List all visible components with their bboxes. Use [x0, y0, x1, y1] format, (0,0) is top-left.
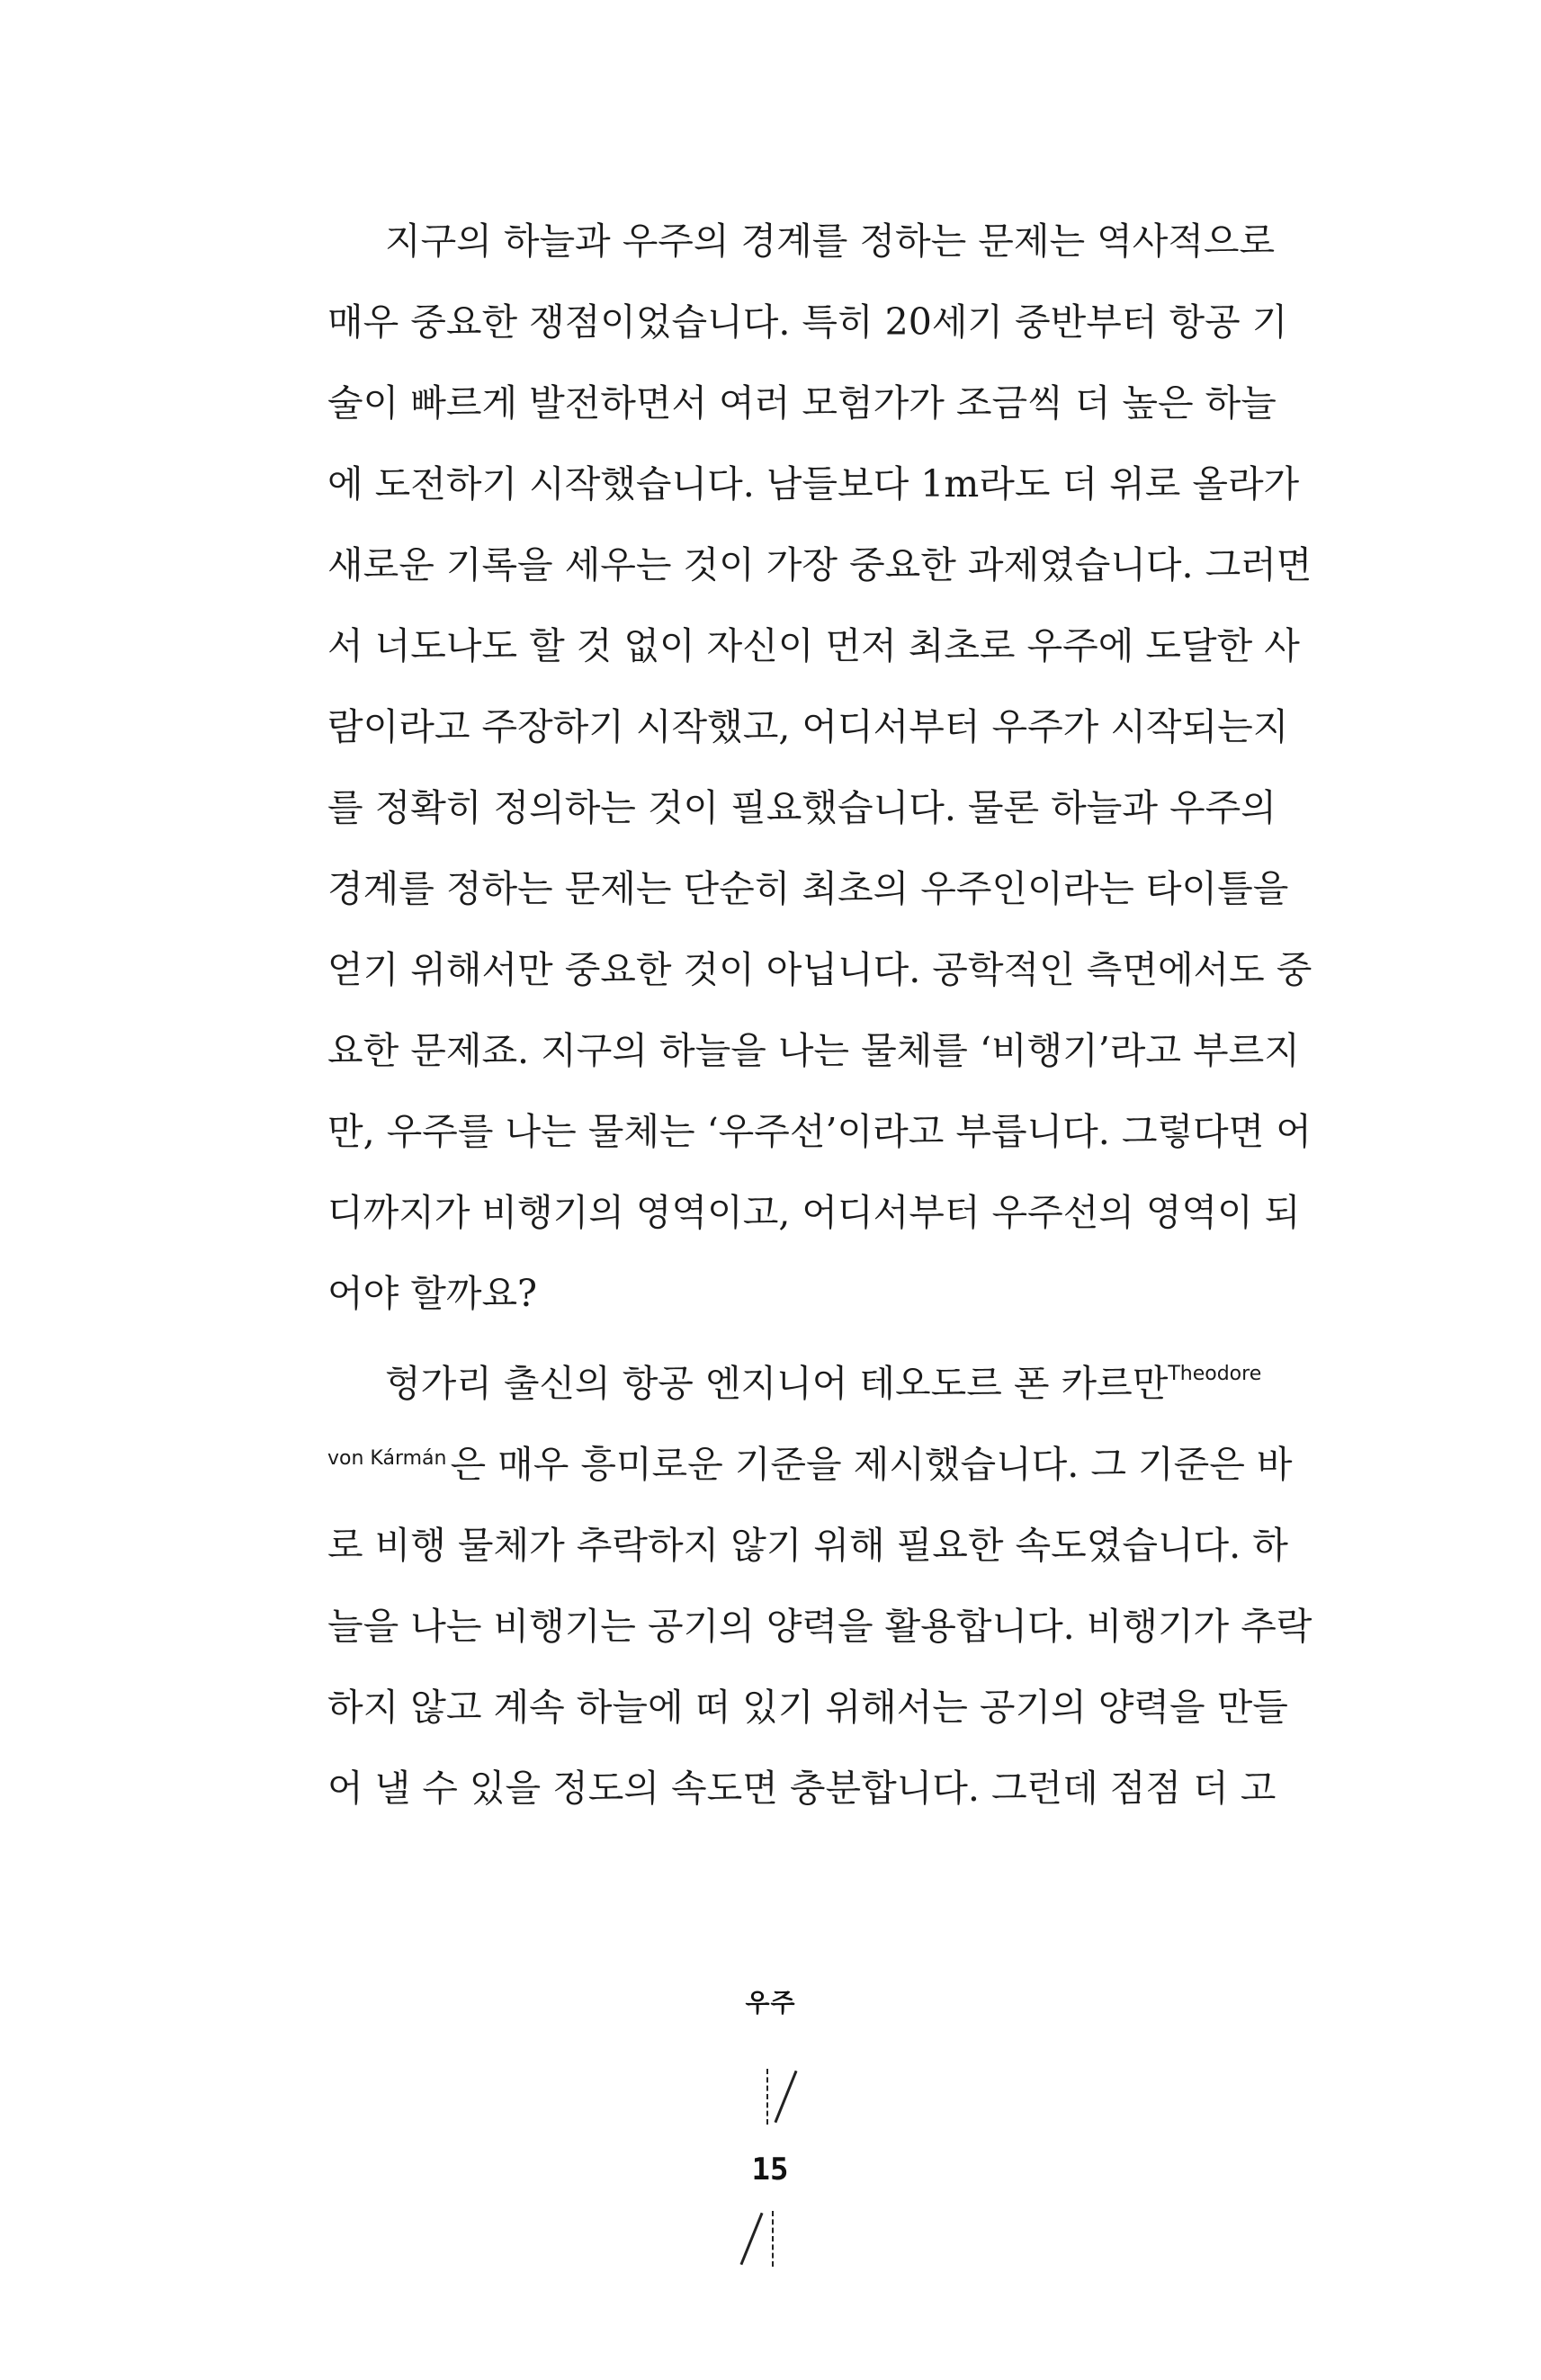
folio-slash-top: [774, 2071, 797, 2124]
text-line: [327, 610, 1317, 682]
line-text: 지구의 하늘과 우주의 경계를 정하는 문제는 역사적으로: [385, 219, 1276, 263]
text-line: [327, 1096, 1317, 1168]
text-line: [327, 1671, 1317, 1743]
text-line: [327, 529, 1317, 601]
line-text: [385, 1347, 1261, 1419]
line-text: 디까지가 비행기의 영역이고, 어디서부터 우주선의 영역이 되: [327, 1191, 1301, 1234]
line-text: 에 도전하기 시작했습니다. 남들보다 1m라도 더 위로 올라가: [327, 462, 1300, 506]
text-line: [327, 1509, 1317, 1581]
line-text: 새로운 기록을 세우는 것이 가장 중요한 과제였습니다. 그러면: [327, 543, 1313, 586]
line-text: 어 낼 수 있을 정도의 속도면 충분합니다. 그런데 점점 더 고: [327, 1767, 1277, 1810]
line-text: 늘을 나는 비행기는 공기의 양력을 활용합니다. 비행기가 추락: [327, 1605, 1313, 1648]
line-text: 하지 않고 계속 하늘에 떠 있기 위해서는 공기의 양력을 만들: [327, 1686, 1288, 1729]
text-line: [327, 286, 1317, 358]
line-text: 얻기 위해서만 중요한 것이 아닙니다. 공학적인 측면에서도 중: [327, 948, 1313, 991]
running-footer-title: 우주: [745, 1988, 796, 2018]
line-text: 술이 빠르게 발전하면서 여러 모험가가 조금씩 더 높은 하늘: [327, 381, 1277, 425]
name-annotation-continued: von Kármán: [327, 1447, 447, 1470]
text-line: [327, 205, 1317, 277]
text-line: [327, 1015, 1317, 1087]
text-line: [327, 1590, 1317, 1662]
line-text: 람이라고 주장하기 시작했고, 어디서부터 우주가 시작되는지: [327, 705, 1289, 748]
text-line: [327, 367, 1317, 439]
line-text: 경계를 정하는 문제는 단순히 최초의 우주인이라는 타이틀을: [327, 867, 1289, 910]
line-text: [327, 1428, 1292, 1500]
text-line: [327, 448, 1317, 520]
text-line: [327, 772, 1317, 844]
line-text: 어야 할까요?: [327, 1272, 538, 1315]
page-folio: [725, 2069, 815, 2267]
text-line: [327, 1257, 1317, 1329]
name-annotation: Theodore: [1168, 1363, 1262, 1385]
text-line: [327, 1347, 1317, 1419]
folio-dashed-line-bottom: [772, 2211, 774, 2267]
folio-dashed-line-top: [766, 2069, 768, 2125]
text-line: [327, 853, 1317, 925]
text-line: [327, 1752, 1317, 1824]
line-text: 로 비행 물체가 추락하지 않기 위해 필요한 속도였습니다. 하: [327, 1524, 1288, 1567]
text-line: [327, 1177, 1317, 1248]
text-line: [327, 1428, 1317, 1500]
line-body: 은 매우 흥미로운 기준을 제시했습니다. 그 기준은 바: [450, 1443, 1293, 1486]
line-text: 를 정확히 정의하는 것이 필요했습니다. 물론 하늘과 우주의: [327, 786, 1277, 829]
line-text: 매우 중요한 쟁점이었습니다. 특히 20세기 중반부터 항공 기: [327, 300, 1288, 344]
folio-slash-bottom: [739, 2213, 763, 2266]
line-text: 서 너도나도 할 것 없이 자신이 먼저 최초로 우주에 도달한 사: [327, 624, 1300, 667]
line-text: 만, 우주를 나는 물체는 ‘우주선’이라고 부릅니다. 그렇다면 어: [327, 1110, 1312, 1153]
paragraph-start: 헝가리 출신의 항공 엔지니어 테오도르 폰 카르만: [385, 1362, 1169, 1405]
text-line: [327, 934, 1317, 1006]
page-number: 15: [751, 2152, 789, 2188]
line-text: 요한 문제죠. 지구의 하늘을 나는 물체를 ‘비행기’라고 부르지: [327, 1029, 1300, 1072]
text-line: [327, 691, 1317, 763]
